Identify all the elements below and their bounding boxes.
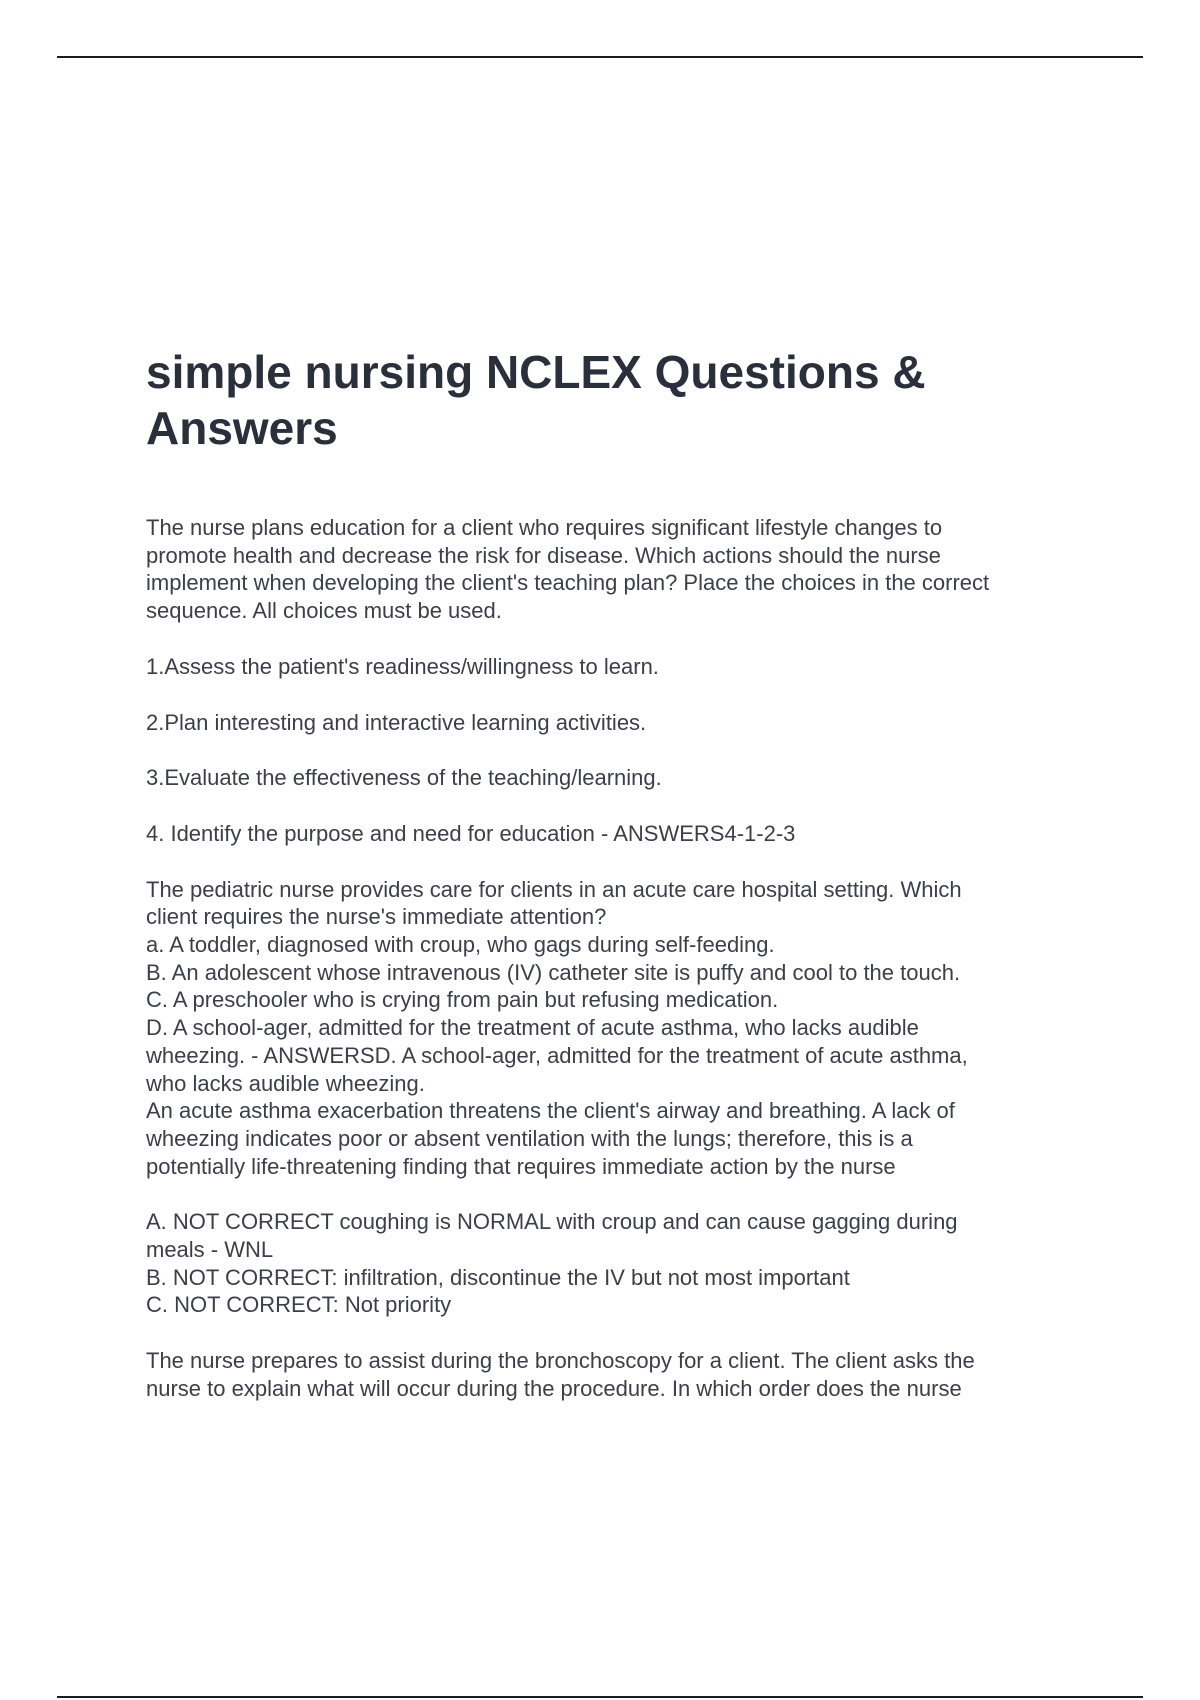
document-body [146,514,1086,1403]
text-line: wheezing. - ANSWERSD. A school-ager, admitted for the treatment of acute asthma, [146,1042,968,1068]
question-1-choice [146,764,1086,792]
question-3 [146,1347,1086,1402]
text-line: a. A toddler, diagnosed with croup, who gags during self-feeding. [146,932,775,958]
text-line: 1.Assess the patient's readiness/willingness to learn. [146,653,659,679]
text-line: implement when developing the client's teaching plan? Place the choices in the correct [146,570,990,596]
text-line: D. A school-ager, admitted for the treatment of acute asthma, who lacks audible [146,1015,919,1041]
text-line: 3.Evaluate the effectiveness of the teaching/learning. [146,765,662,791]
text-line: potentially life-threatening finding that requires immediate action by the nurse [146,1153,896,1179]
text-line: C. NOT CORRECT: Not priority [146,1292,452,1318]
text-line: sequence. All choices must be used. [146,598,502,624]
text-line: meals - WNL [146,1237,274,1263]
text-line: B. An adolescent whose intravenous (IV) catheter site is puffy and cool to the touch. [146,959,961,985]
text-line: 2.Plan interesting and interactive learning activities. [146,709,647,735]
question-1-stem [146,514,1086,625]
question-1-choice [146,653,1086,681]
footer-rule [57,1696,1143,1698]
text-line: The pediatric nurse provides care for clients in an acute care hospital setting. Which [146,876,962,902]
question-2 [146,876,1086,1181]
text-line: 4. Identify the purpose and need for education - ANSWERS4-1-2-3 [146,820,796,846]
text-line: The nurse prepares to assist during the bronchoscopy for a client. The client asks the [146,1348,975,1374]
text-line: C. A preschooler who is crying from pain but refusing medication. [146,987,779,1013]
question-2-rationale [146,1208,1086,1319]
header-rule [57,56,1143,58]
text-line: An acute asthma exacerbation threatens the client's airway and breathing. A lack of [146,1098,955,1124]
text-line: client requires the nurse's immediate attention? [146,904,607,930]
text-line: who lacks audible wheezing. [146,1070,425,1096]
document-title: simple nursing NCLEX Questions & Answers [146,346,926,454]
text-line: A. NOT CORRECT coughing is NORMAL with croup and can cause gagging during [146,1209,958,1235]
text-line: promote health and decrease the risk for disease. Which actions should the nurse [146,542,941,568]
document-content [146,344,1086,1431]
question-1-choice-answer [146,820,1086,848]
text-line: wheezing indicates poor or absent ventilation with the lungs; therefore, this is a [146,1125,913,1151]
text-line: The nurse plans education for a client who requires significant lifestyle changes to [146,515,943,540]
question-1-choice [146,709,1086,737]
text-line: nurse to explain what will occur during the procedure. In which order does the nurse [146,1375,962,1401]
text-line: B. NOT CORRECT: infiltration, discontinue the IV but not most important [146,1264,850,1290]
